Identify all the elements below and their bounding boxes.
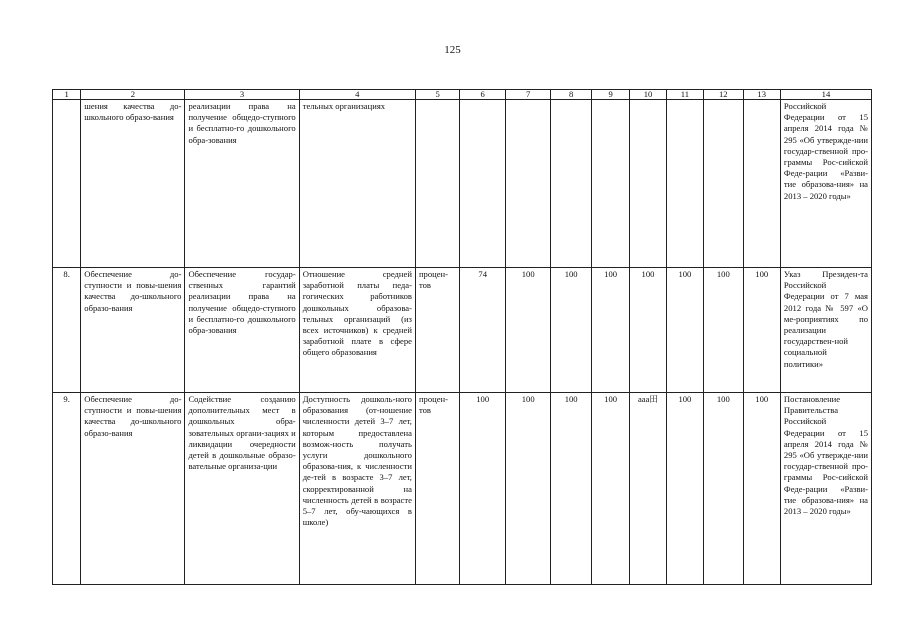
row-number: 9. [53, 393, 81, 585]
table-row [53, 393, 872, 585]
col-header: 9 [591, 90, 629, 100]
value-cell [704, 100, 743, 268]
value-cell: 100 [743, 268, 780, 393]
col-header: 11 [666, 90, 703, 100]
value-cell: ааа田 [630, 393, 666, 585]
col-header: 5 [415, 90, 459, 100]
table-row [53, 268, 872, 393]
col-header: 12 [704, 90, 743, 100]
goal-cell: Обеспечение до-ступности и повы-шения качества до-школьного образо-вания [81, 268, 185, 393]
col-header: 1 [53, 90, 81, 100]
value-cell: 100 [591, 268, 629, 393]
source-cell: Российской Федерации от 15 апреля 2014 года № 295 «Об утвержде-нии государ-ственной про-граммы Рос-сийской Феде-рации «Разви-тие образова-ния» на 2013 – 2020 годы» [780, 100, 871, 268]
value-cell [505, 100, 551, 268]
task-cell: Обеспечение государ-ственных гарантий реализации права на получение общедо-ступного и бесплатно-го дошкольного обра-зования [185, 268, 299, 393]
source-cell: Постановление Правительства Российской Федерации от 15 апреля 2014 года № 295 «Об утвержде-нии государ-ственной про-граммы Рос-сийской Феде-рации «Разви-тие образова-ния» на 2013 – 2020 годы» [780, 393, 871, 585]
page-number: 125 [444, 44, 461, 56]
col-header: 4 [299, 90, 415, 100]
indicators-table [52, 89, 872, 585]
value-cell [460, 100, 506, 268]
row-number: 8. [53, 268, 81, 393]
task-cell: Содействие созданию дополнительных мест в дошкольных обра-зовательных органи-зациях и ликвидации очередности детей в дошкольные образо-вательные организа-ции [185, 393, 299, 585]
col-header: 3 [185, 90, 299, 100]
unit-cell: процен-тов [415, 393, 459, 585]
goal-cell: шения качества до-школьного образо-вания [81, 100, 185, 268]
value-cell [666, 100, 703, 268]
value-cell [551, 100, 591, 268]
col-header: 7 [505, 90, 551, 100]
value-cell [591, 100, 629, 268]
col-header: 8 [551, 90, 591, 100]
indicator-cell: Доступность дошколь-ного образования (от-ношение численности детей 3–7 лет, которым предоставлена возмож-ность получать услуги дошкольного образова-ния, к численности де-тей в возрасте 3–7 лет, скорректированной на численность детей в возрасте 5–7 лет, обу-чающихся в школе) [299, 393, 415, 585]
value-cell: 100 [551, 393, 591, 585]
unit-cell: процен-тов [415, 268, 459, 393]
value-cell: 100 [743, 393, 780, 585]
col-header: 6 [460, 90, 506, 100]
value-cell: 100 [704, 393, 743, 585]
header-row [53, 90, 872, 100]
value-cell: 100 [704, 268, 743, 393]
unit-cell [415, 100, 459, 268]
value-cell: 100 [630, 268, 666, 393]
value-cell: 100 [460, 393, 506, 585]
indicator-cell: Отношение средней заработной платы педа-гогических работников дошкольных образова-тельных организаций (из всех источников) к средней заработной плате в сфере общего образования [299, 268, 415, 393]
table-row [53, 100, 872, 268]
value-cell [630, 100, 666, 268]
col-header: 13 [743, 90, 780, 100]
indicator-cell: тельных организациях [299, 100, 415, 268]
value-cell: 100 [551, 268, 591, 393]
value-cell: 100 [666, 268, 703, 393]
col-header: 14 [780, 90, 871, 100]
value-cell: 100 [666, 393, 703, 585]
value-cell: 74 [460, 268, 506, 393]
col-header: 10 [630, 90, 666, 100]
col-header: 2 [81, 90, 185, 100]
value-cell: 100 [505, 268, 551, 393]
row-number [53, 100, 81, 268]
task-cell: реализации права на получение общедо-ступного и бесплатно-го дошкольного обра-зования [185, 100, 299, 268]
goal-cell: Обеспечение до-ступности и повы-шения качества до-школьного образо-вания [81, 393, 185, 585]
value-cell: 100 [505, 393, 551, 585]
value-cell [743, 100, 780, 268]
value-cell: 100 [591, 393, 629, 585]
source-cell: Указ Президен-та Российской Федерации от 7 мая 2012 года № 597 «О ме-роприятиях по реализации государствен-ной социальной политики» [780, 268, 871, 393]
